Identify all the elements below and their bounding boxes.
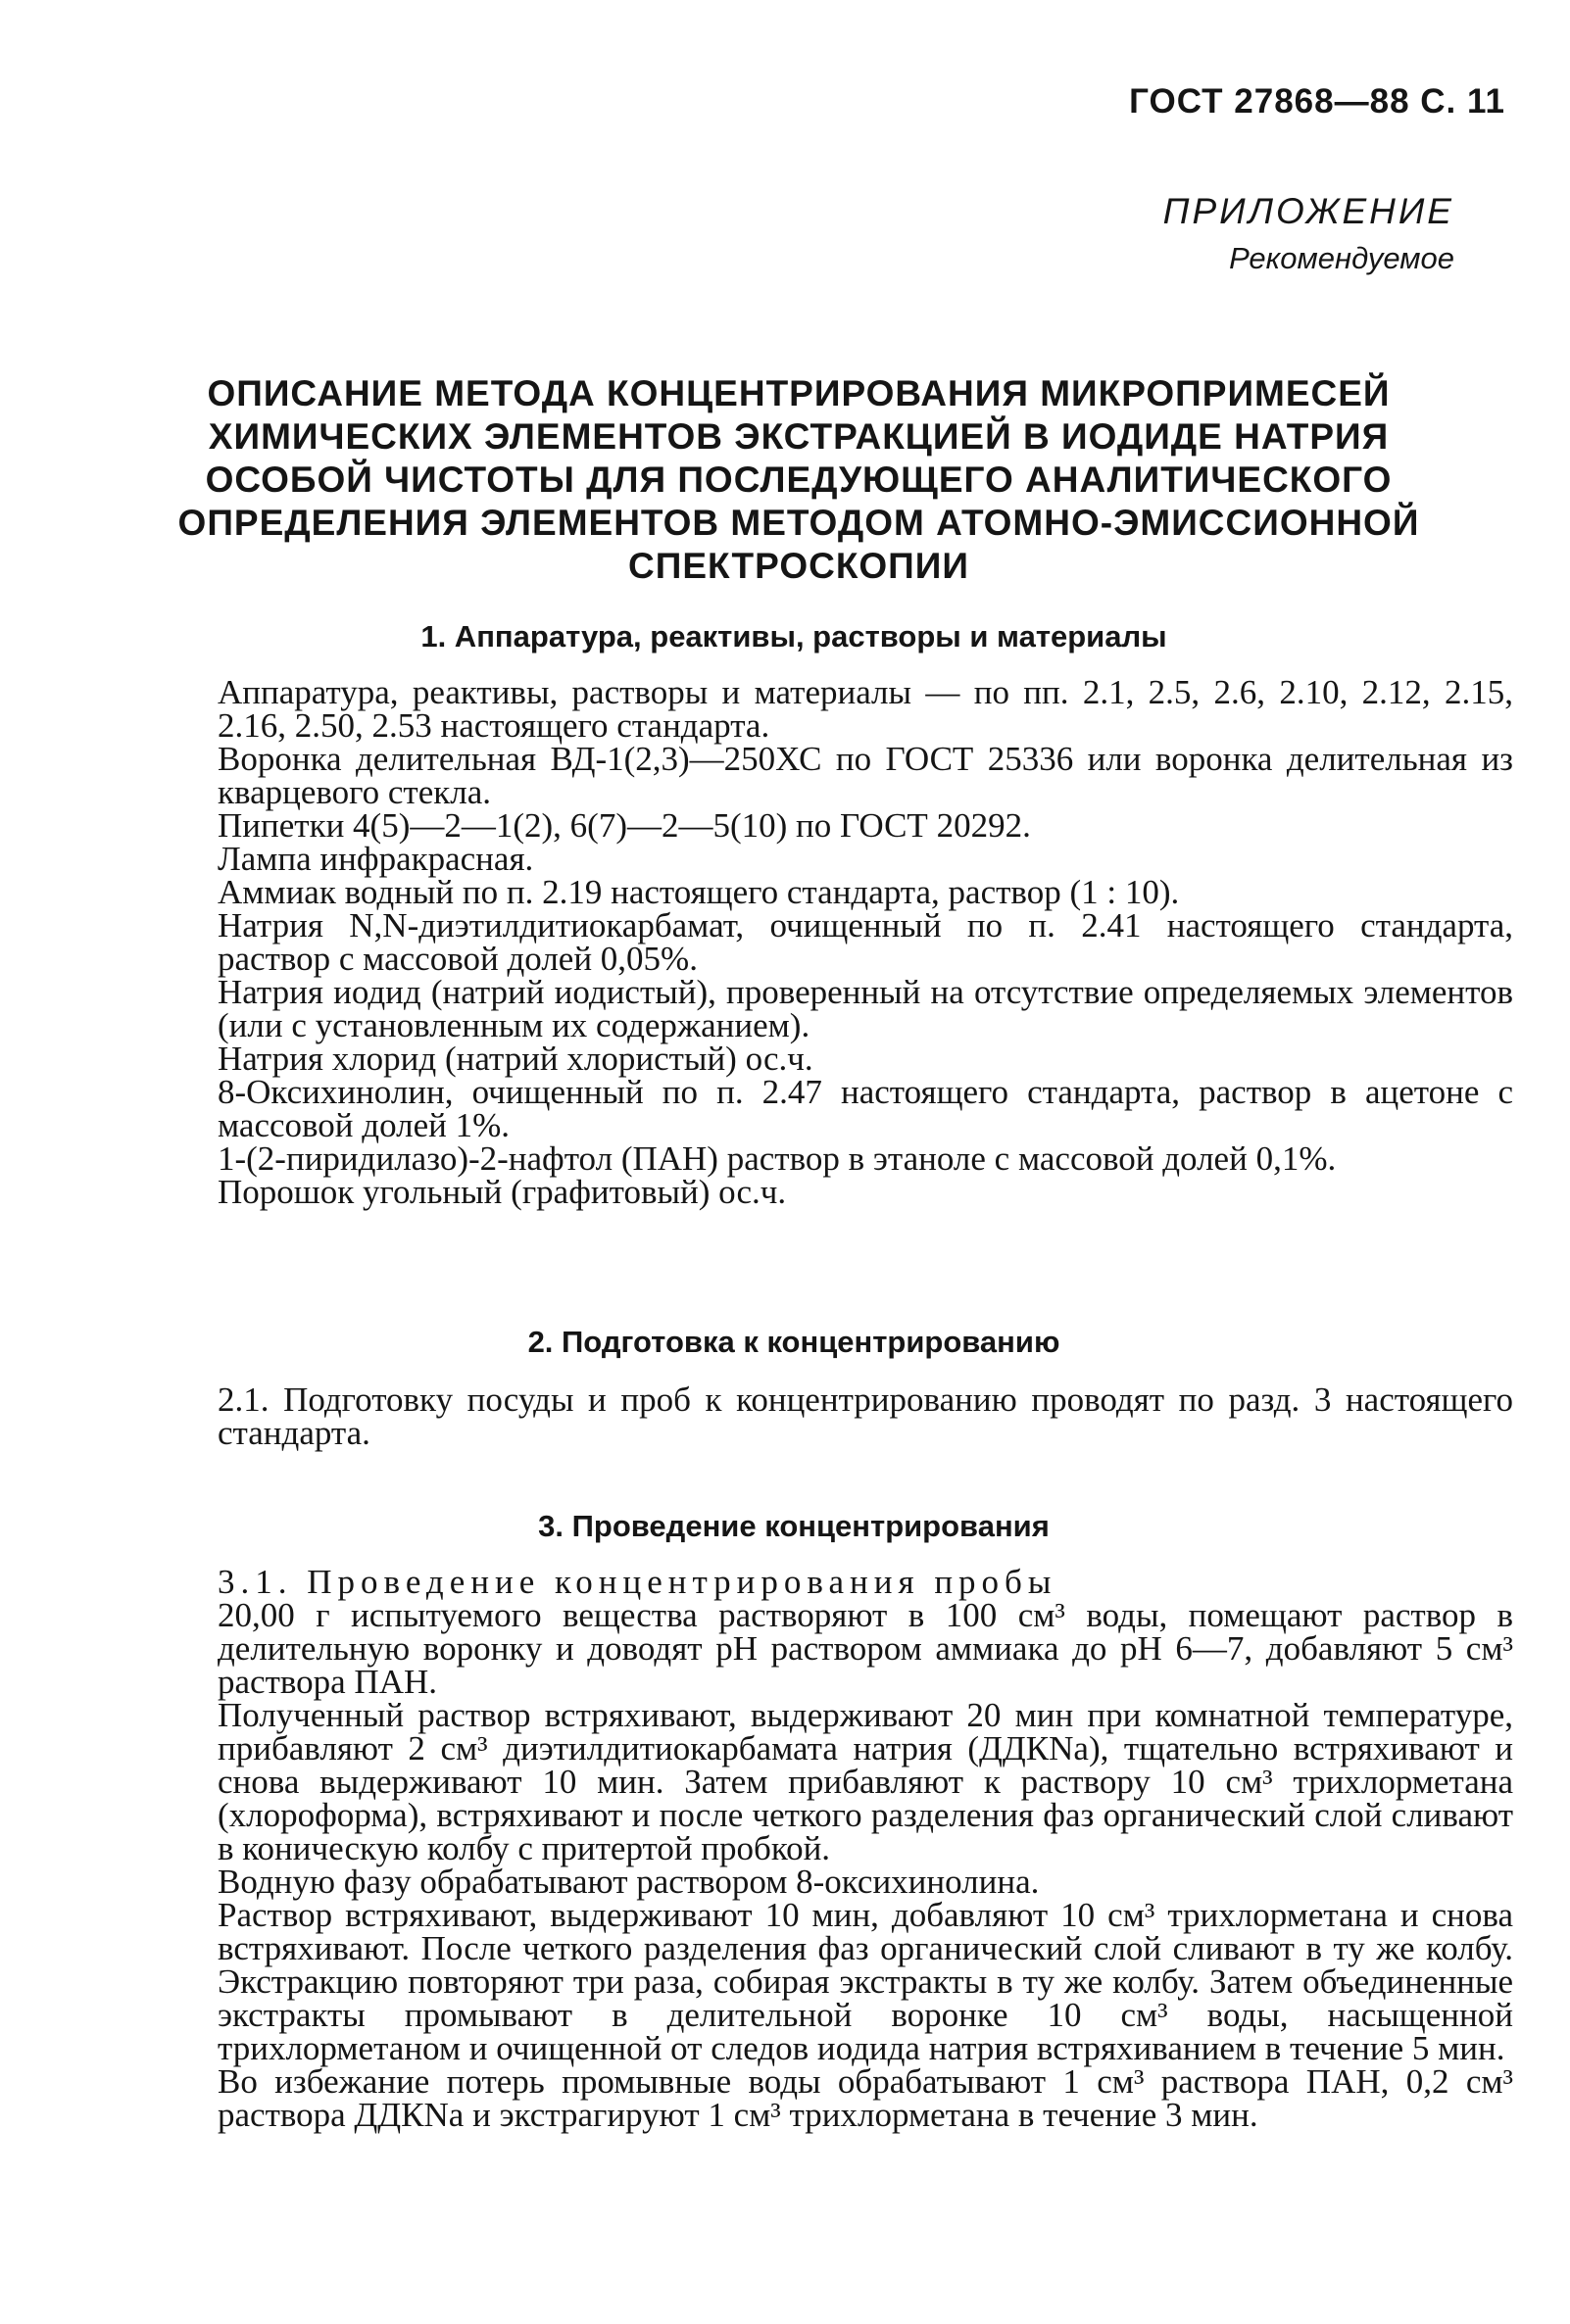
paragraph: Воронка делительная ВД-1(2,3)—250ХС по ГОСТ 25336 или воронка делительная из кварцевого стекла. bbox=[218, 740, 1513, 811]
section-1-body bbox=[218, 673, 1513, 1211]
section-1-heading: 1. Аппаратура, реактивы, растворы и материалы bbox=[420, 619, 1167, 654]
paragraph: 1-(2-пиридилазо)-2-нафтол (ПАН) раствор в этаноле с массовой долей 0,1%. bbox=[218, 1139, 1337, 1178]
paragraph: Натрия N,N-диэтилдитиокарбамат, очищенный по п. 2.41 настоящего стандарта, раствор с массовой долей 0,05%. bbox=[218, 906, 1513, 978]
paragraph: Во избежание потерь промывные воды обрабатывают 1 см³ раствора ПАН, 0,2 см³ раствора ДДКNa и экстрагируют 1 см³ трихлорметана в течение 3 мин. bbox=[218, 2062, 1513, 2134]
paragraph: 20,00 г испытуемого вещества растворяют в 100 см³ воды, помещают раствор в делительную воронку и доводят pH раствором аммиака до pH 6—7, добавляют 5 см³ раствора ПАН. bbox=[218, 1596, 1513, 1701]
paragraph: Полученный раствор встряхивают, выдерживают 20 мин при комнатной температуре, прибавляют 2 см³ диэтилдитиокарбамата натрия (ДДКNa), тщательно встряхивают и снова выдерживают 10 мин. Затем прибавляют к раствору 10 см³ трихлорметана (хлороформа), встряхивают и после четкого разделения фаз органический слой сливают в коническую колбу с притертой пробкой. bbox=[218, 1696, 1513, 1867]
title-line: ХИМИЧЕСКИХ ЭЛЕМЕНТОВ ЭКСТРАКЦИЕЙ В ИОДИДЕ НАТРИЯ bbox=[208, 416, 1390, 457]
appendix-status: Рекомендуемое bbox=[1229, 241, 1454, 275]
appendix-block bbox=[1163, 188, 1454, 282]
paragraph: Натрия хлорид (натрий хлористый) ос.ч. bbox=[218, 1040, 813, 1078]
paragraph: 8-Оксихинолин, очищенный по п. 2.47 настоящего стандарта, раствор в ацетоне с массовой долей 1%. bbox=[218, 1073, 1513, 1144]
page-header: ГОСТ 27868—88 С. 11 bbox=[1129, 82, 1505, 121]
title-line: СПЕКТРОСКОПИИ bbox=[628, 546, 969, 586]
title-line: ОПИСАНИЕ МЕТОДА КОНЦЕНТРИРОВАНИЯ МИКРОПРИМЕСЕЙ bbox=[207, 373, 1391, 413]
appendix-label: ПРИЛОЖЕНИЕ bbox=[1162, 191, 1454, 231]
paragraph: Раствор встряхивают, выдерживают 10 мин, добавляют 10 см³ трихлорметана и снова встряхивают. После четкого разделения фаз органический слой сливают в ту же колбу. Экстракцию повторяют три раза, собирая экстракты в ту же колбу. Затем объединенные экстракты промывают в делительной воронке 10 см³ воды, насыщенной трихлорметаном и очищенной от следов иодида натрия встряхиванием в течение 5 мин. bbox=[218, 1896, 1513, 2067]
paragraph: 2.1. Подготовку посуды и проб к концентрированию проводят по разд. 3 настоящего стандарта. bbox=[218, 1380, 1513, 1452]
subsection-heading: 3.1. Проведение концентрирования пробы bbox=[218, 1563, 1057, 1601]
paragraph: Аммиак водный по п. 2.19 настоящего стандарта, раствор (1 : 10). bbox=[218, 873, 1180, 911]
paragraph: Пипетки 4(5)—2—1(2), 6(7)—2—5(10) по ГОСТ 20292. bbox=[218, 806, 1031, 845]
paragraph: Натрия иодид (натрий иодистый), проверенный на отсутствие определяемых элементов (или с установленным их содержанием). bbox=[218, 973, 1513, 1044]
section-2-body bbox=[218, 1380, 1513, 1452]
section-3-body bbox=[218, 1563, 1513, 2134]
section-3-heading: 3. Проведение концентрирования bbox=[538, 1509, 1050, 1543]
section-2-heading: 2. Подготовка к концентрированию bbox=[527, 1325, 1060, 1359]
document-title bbox=[167, 372, 1431, 588]
paragraph: Порошок угольный (графитовый) ос.ч. bbox=[218, 1173, 787, 1211]
title-line: ОСОБОЙ ЧИСТОТЫ ДЛЯ ПОСЛЕДУЮЩЕГО АНАЛИТИЧЕСКОГО bbox=[205, 460, 1393, 500]
title-line: ОПРЕДЕЛЕНИЯ ЭЛЕМЕНТОВ МЕТОДОМ АТОМНО-ЭМИССИОННОЙ bbox=[177, 503, 1420, 543]
paragraph: Лампа инфракрасная. bbox=[218, 840, 534, 878]
paragraph: Водную фазу обрабатывают раствором 8-оксихинолина. bbox=[218, 1863, 1040, 1901]
paragraph: Аппаратура, реактивы, растворы и материалы — по пп. 2.1, 2.5, 2.6, 2.10, 2.12, 2.15, 2.16, 2.50, 2.53 настоящего стандарта. bbox=[218, 673, 1513, 745]
